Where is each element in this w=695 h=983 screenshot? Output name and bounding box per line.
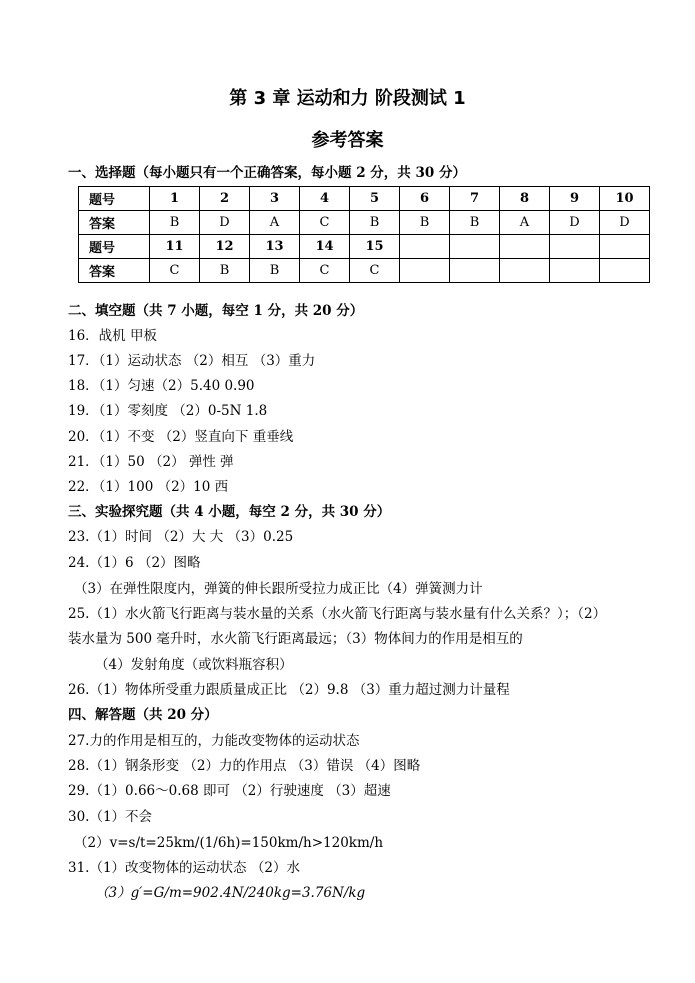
table-cell: C [300,211,350,235]
table-cell: 答案 [79,259,150,283]
section1-heading: 一、选择题（每小题只有一个正确答案，每小题 2 分，共 30 分） [68,165,466,181]
answer-line: 16．战机 甲板 [68,328,157,344]
table-cell: 1 [150,187,200,211]
table-row [79,187,650,211]
table-row [79,235,650,259]
table-cell [600,235,650,259]
answer-line: 24.（1）6 （2）图略 [68,555,201,571]
page-title: 第 3 章 运动和力 阶段测试 1 [229,88,466,109]
table-cell [450,235,500,259]
answer-line: 18．（1）匀速（2）5.40 0.90 [68,378,255,394]
table-cell: D [200,211,250,235]
table-cell: 5 [350,187,400,211]
answer-line: 28.（1）钢条形变 （2）力的作用点 （3）错误 （4）图略 [68,758,421,774]
table-cell: 10 [600,187,650,211]
table-cell [600,259,650,283]
table-cell: C [350,259,400,283]
answer-line: 17．（1）运动状态 （2）相互 （3）重力 [68,353,316,369]
table-cell [400,259,450,283]
answer-line: 29.（1）0.66～0.68 即可 （2）行驶速度 （3）超速 [68,783,391,799]
table-cell: 4 [300,187,350,211]
answer-line: 25.（1）水火箭飞行距离与装水量的关系（水火箭飞行距离与装水量有什么关系？）；（2） [68,606,607,622]
table-cell: A [250,211,300,235]
table-cell: C [150,259,200,283]
table-cell: 6 [400,187,450,211]
table-cell: D [600,211,650,235]
table-cell: 题号 [79,235,150,259]
table-cell: 8 [500,187,550,211]
answer-line: （4）发射角度（或饮料瓶容积） [95,657,293,673]
table-cell: 2 [200,187,250,211]
table-cell: A [500,211,550,235]
table-cell: 题号 [79,187,150,211]
table-row [79,259,650,283]
table-cell: 15 [350,235,400,259]
table-cell: B [150,211,200,235]
table-row [79,211,650,235]
table-cell: B [350,211,400,235]
table-cell: B [250,259,300,283]
table-cell: 13 [250,235,300,259]
table-cell: D [550,211,600,235]
table-cell [450,259,500,283]
table-cell: 答案 [79,211,150,235]
table-cell: B [400,211,450,235]
table-cell [550,235,600,259]
answer-line: （3）g′=G/m=902.4N/240kg=3.76N/kg [95,885,366,901]
answer-line: 27.力的作用是相互的，力能改变物体的运动状态 [68,733,360,749]
section3-heading: 三、实验探究题（共 4 小题，每空 2 分，共 30 分） [68,504,391,520]
section4-heading: 四、解答题（共 20 分） [68,707,218,723]
table-cell: 11 [150,235,200,259]
answer-line: 26.（1）物体所受重力跟质量成正比 （2）9.8 （3）重力超过测力计量程 [68,682,510,698]
section2-heading: 二、填空题（共 7 小题，每空 1 分，共 20 分） [68,303,364,319]
table-cell [550,259,600,283]
answer-line: 21．（1）50 （2） 弹性 弹 [68,454,234,470]
answer-table [78,186,650,283]
table-cell: B [450,211,500,235]
table-cell [500,259,550,283]
answer-line: 31.（1）改变物体的运动状态 （2）水 [68,860,300,876]
table-cell: 14 [300,235,350,259]
answer-line: 装水量为 500 毫升时，水火箭飞行距离最远；（3）物体间力的作用是相互的 [68,631,523,647]
answer-line: （3）在弹性限度内，弹簧的伸长跟所受拉力成正比（4）弹簧测力计 [74,581,483,597]
answer-line: 30.（1）不会 [68,809,153,825]
table-cell: 9 [550,187,600,211]
table-cell: 7 [450,187,500,211]
page-subtitle: 参考答案 [311,130,384,151]
answer-line: （2）v=s/t=25km/(1/6h)=150km/h>120km/h [74,835,384,851]
answer-line: 20．（1）不变 （2）竖直向下 重垂线 [68,429,294,445]
answer-line: 23.（1）时间 （2）大 大 （3）0.25 [68,529,294,545]
table-cell [500,235,550,259]
answer-line: 22．（1）100 （2）10 西 [68,479,229,495]
answer-line: 19．（1）零刻度 （2）0-5N 1.8 [68,403,268,419]
table-cell: B [200,259,250,283]
table-cell [400,235,450,259]
table-cell: 12 [200,235,250,259]
table-cell: 3 [250,187,300,211]
table-cell: C [300,259,350,283]
